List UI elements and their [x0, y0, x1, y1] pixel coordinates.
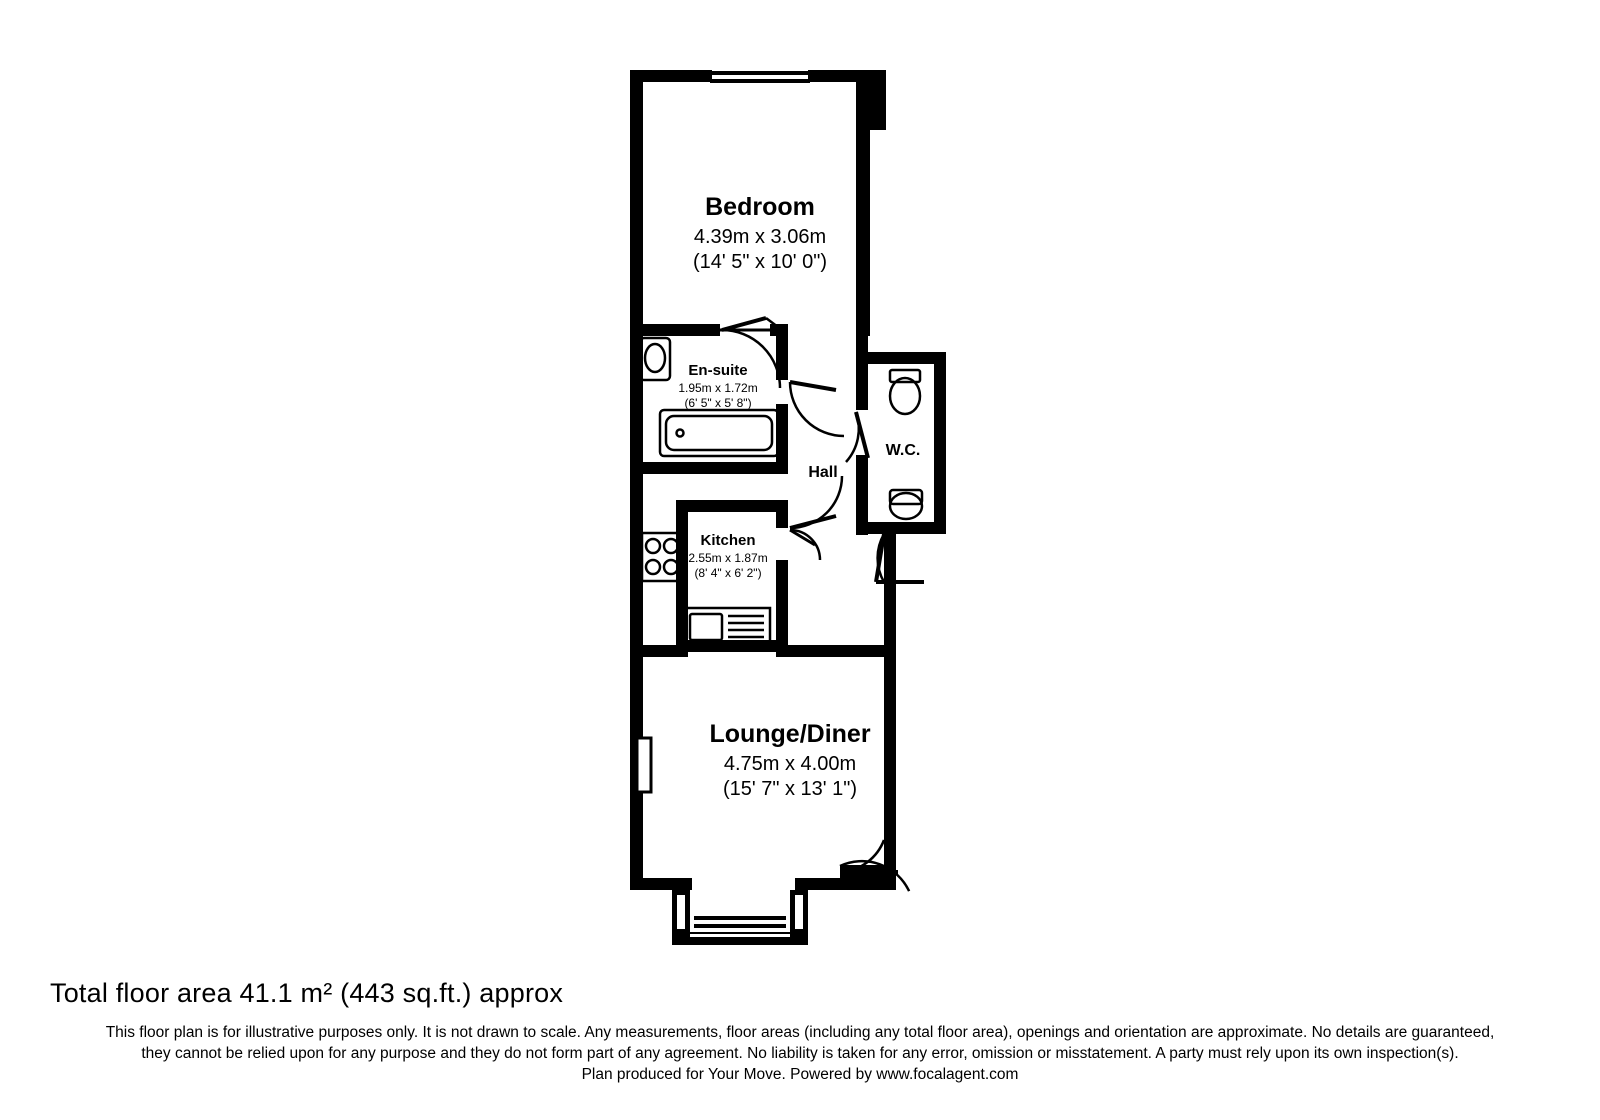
- disclaimer-line-2: they cannot be relied upon for any purpose and they do not form part of any agreement. No liability is taken for any error, omission or misstatement. A party must rely upon its own inspection(s).: [141, 1044, 1459, 1062]
- room-dim-lounge-imperial: (15' 7" x 13' 1"): [722, 778, 858, 800]
- room-label-hall: Hall: [808, 464, 838, 481]
- disclaimer: [0, 1023, 1600, 1086]
- disclaimer-line-1: This floor plan is for illustrative purposes only. It is not drawn to scale. Any measurements, floor areas (including any total floor area), openings and orientation are approximate. No details are guaranteed,: [105, 1024, 1495, 1041]
- room-label-wc: W.C.: [885, 442, 921, 459]
- room-dim-kitchen-metric: 2.55m x 1.87m: [688, 551, 768, 565]
- room-dim-bedroom-imperial: (14' 5" x 10' 0"): [692, 251, 828, 273]
- total-floor-area: Total floor area 41.1 m² (443 sq.ft.) approx: [50, 978, 564, 1008]
- room-dim-bedroom-metric: 4.39m x 3.06m: [693, 226, 827, 248]
- room-dim-kitchen-imperial: (8' 4" x 6' 2"): [694, 566, 762, 580]
- room-dim-ensuite-imperial: (6' 5" x 5' 8"): [684, 396, 752, 410]
- room-label-kitchen: Kitchen: [700, 532, 756, 549]
- room-label-lounge-diner: Lounge/Diner: [709, 720, 871, 748]
- room-label-ensuite: En-suite: [688, 362, 748, 379]
- room-dim-ensuite-metric: 1.95m x 1.72m: [678, 381, 758, 395]
- room-dim-lounge-metric: 4.75m x 4.00m: [723, 753, 857, 775]
- footer: [0, 960, 1600, 1086]
- disclaimer-line-3: Plan produced for Your Move. Powered by www.focalagent.com: [581, 1065, 1019, 1083]
- room-label-bedroom: Bedroom: [705, 193, 815, 221]
